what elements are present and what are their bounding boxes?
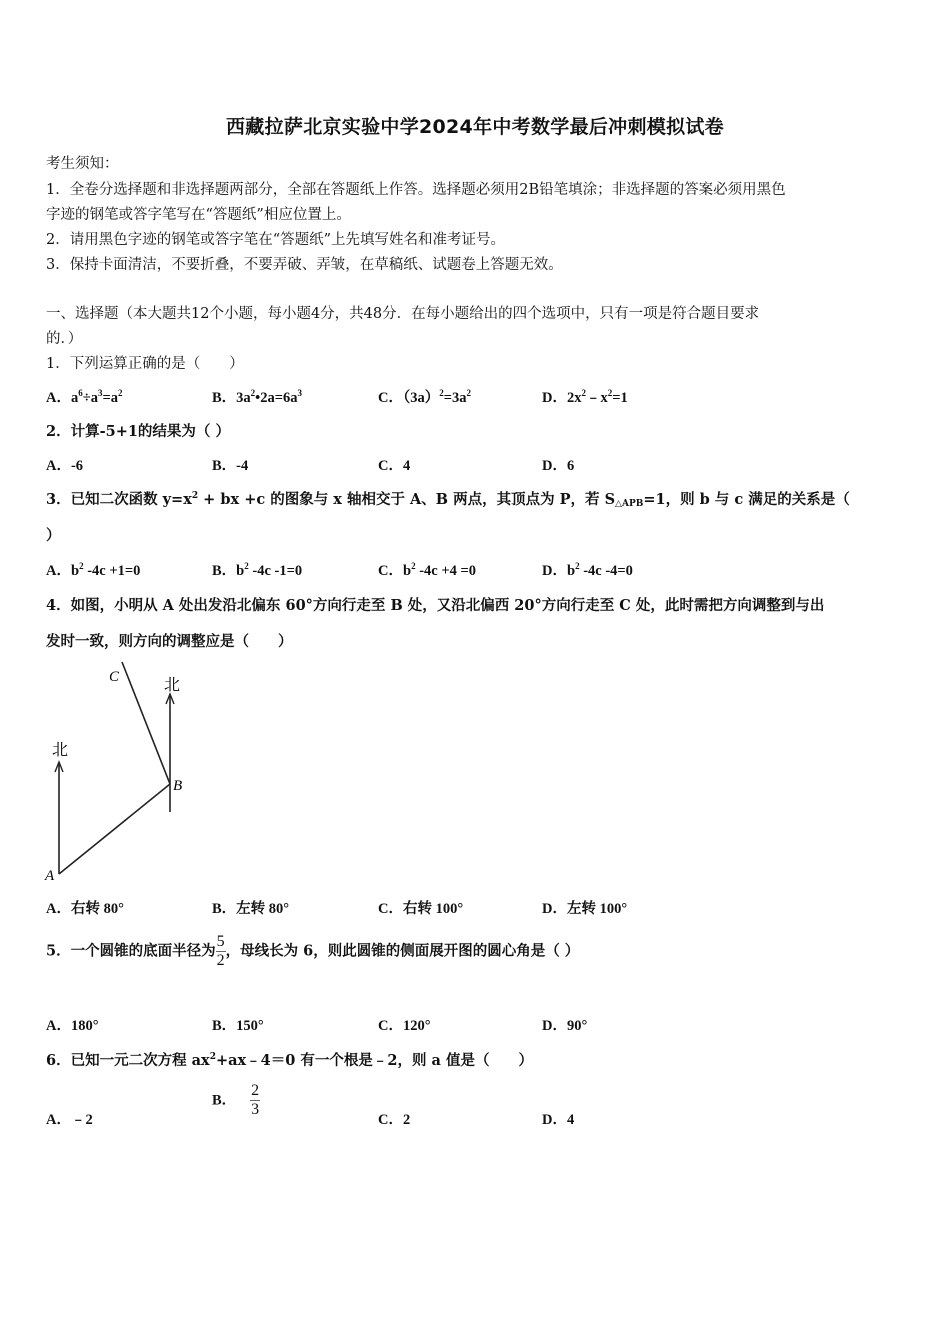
q2-stem: 2．计算-5+1的结果为（ ）: [46, 423, 230, 440]
notice-heading: 考生须知：: [46, 156, 119, 172]
q2-option-c: C．4: [378, 458, 411, 474]
q3-option-b: B．$b^2$ -4c -1=0: [212, 561, 303, 579]
q4-option-c: C．右转 100°: [378, 901, 464, 917]
q5-option-d: D．90°: [542, 1018, 588, 1034]
q4-stem: 4．如图，小明从 A 处出发沿北偏东 60°方向行走至 B 处，又沿北偏西 20°方向行走至 C 处，此时需把方向调整到与出: [46, 597, 825, 614]
q6-option-a: A．﹣2: [46, 1112, 93, 1128]
q1-option-a: A．$a^6\div a^3=a^2$: [46, 388, 123, 406]
fraction-two-thirds: $\frac{2}{3}$: [251, 1082, 260, 1118]
q1-option-c: C．$(3a)^2=3a^2$: [378, 388, 471, 406]
path-a-to-b: [59, 784, 170, 874]
q4-option-a: A．右转 80°: [46, 901, 124, 917]
north-label-b: 北: [164, 677, 181, 694]
q3-option-d: D．$b^2$ -4c -4=0: [542, 561, 633, 579]
point-label-c: C: [109, 669, 120, 685]
notice-item: 3．保持卡面清洁，不要折叠，不要弄破、弄皱，在草稿纸、试题卷上答题无效。: [46, 257, 563, 273]
section-header-cont: 的．）: [46, 331, 83, 347]
q5-option-b: B．150°: [212, 1018, 264, 1034]
page-title: 西藏拉萨北京实验中学2024年中考数学最后冲刺模拟试卷: [226, 116, 724, 138]
q2-option-b: B．-4: [212, 458, 249, 474]
q3-option-c: C．$b^2$ -4c +4 =0: [378, 561, 476, 579]
notice-item: 字迹的钢笔或答字笔写在“答题纸”相应位置上。: [46, 207, 351, 223]
q5-option-a: A．180°: [46, 1018, 99, 1034]
q4-figure: [40, 660, 200, 890]
q5-stem: 5．一个圆锥的底面半径为 $\frac{5}{2}$ ，母线长为 6，则此圆锥的侧面展开图的圆心角是（ ）: [46, 933, 580, 969]
q3-stem-end: ）: [46, 527, 61, 544]
q6-option-b: B． $\frac{2}{3}$: [212, 1082, 260, 1118]
fraction-five-halves: $\frac{5}{2}$: [216, 933, 225, 969]
q4-option-d: D．左转 100°: [542, 901, 628, 917]
q2-option-a: A．-6: [46, 458, 84, 474]
q1-stem: 1．下列运算正确的是（ ）: [46, 356, 244, 372]
q3-option-a: A．$b^2$ -4c +1=0: [46, 561, 141, 579]
point-label-a: A: [45, 868, 55, 884]
notice-item: 2．请用黑色字迹的钢笔或答字笔在“答题纸”上先填写姓名和准考证号。: [46, 232, 506, 248]
section-header: 一、选择题（本大题共12个小题，每小题4分，共48分．在每小题给出的四个选项中，只有一项是符合题目要求: [46, 306, 760, 322]
point-label-b: B: [173, 778, 183, 794]
q6-option-d: D．4: [542, 1112, 575, 1128]
q1-option-d: D．$2x^2﹣x^2=1$: [542, 388, 628, 406]
notice-item: 1．全卷分选择题和非选择题两部分，全部在答题纸上作答。选择题必须用2B铅笔填涂；非选择题的答案必须用黑色: [46, 182, 786, 198]
q6-option-c: C．2: [378, 1112, 411, 1128]
q3-stem: 3．已知二次函数 $y=x^2$ + bx +c 的图象与 x 轴相交于 A、B 两点，其顶点为 P，若 $S_{\triangle APB}=1$，则 b 与 c 满足的关系是（: [46, 491, 850, 509]
q5-option-c: C．120°: [378, 1018, 431, 1034]
q2-option-d: D．6: [542, 458, 575, 474]
q4-stem-cont: 发时一致，则方向的调整应是（ ）: [46, 633, 293, 650]
q4-option-b: B．左转 80°: [212, 901, 290, 917]
q6-stem: 6．已知一元二次方程 $ax^2+ax﹣4=0$ 有一个根是﹣2，则 a 值是（ ）: [46, 1052, 533, 1069]
path-b-to-c: [122, 662, 170, 784]
north-label-a: 北: [52, 742, 69, 759]
q1-option-b: B．$3a^2•2a=6a^3$: [212, 388, 303, 406]
